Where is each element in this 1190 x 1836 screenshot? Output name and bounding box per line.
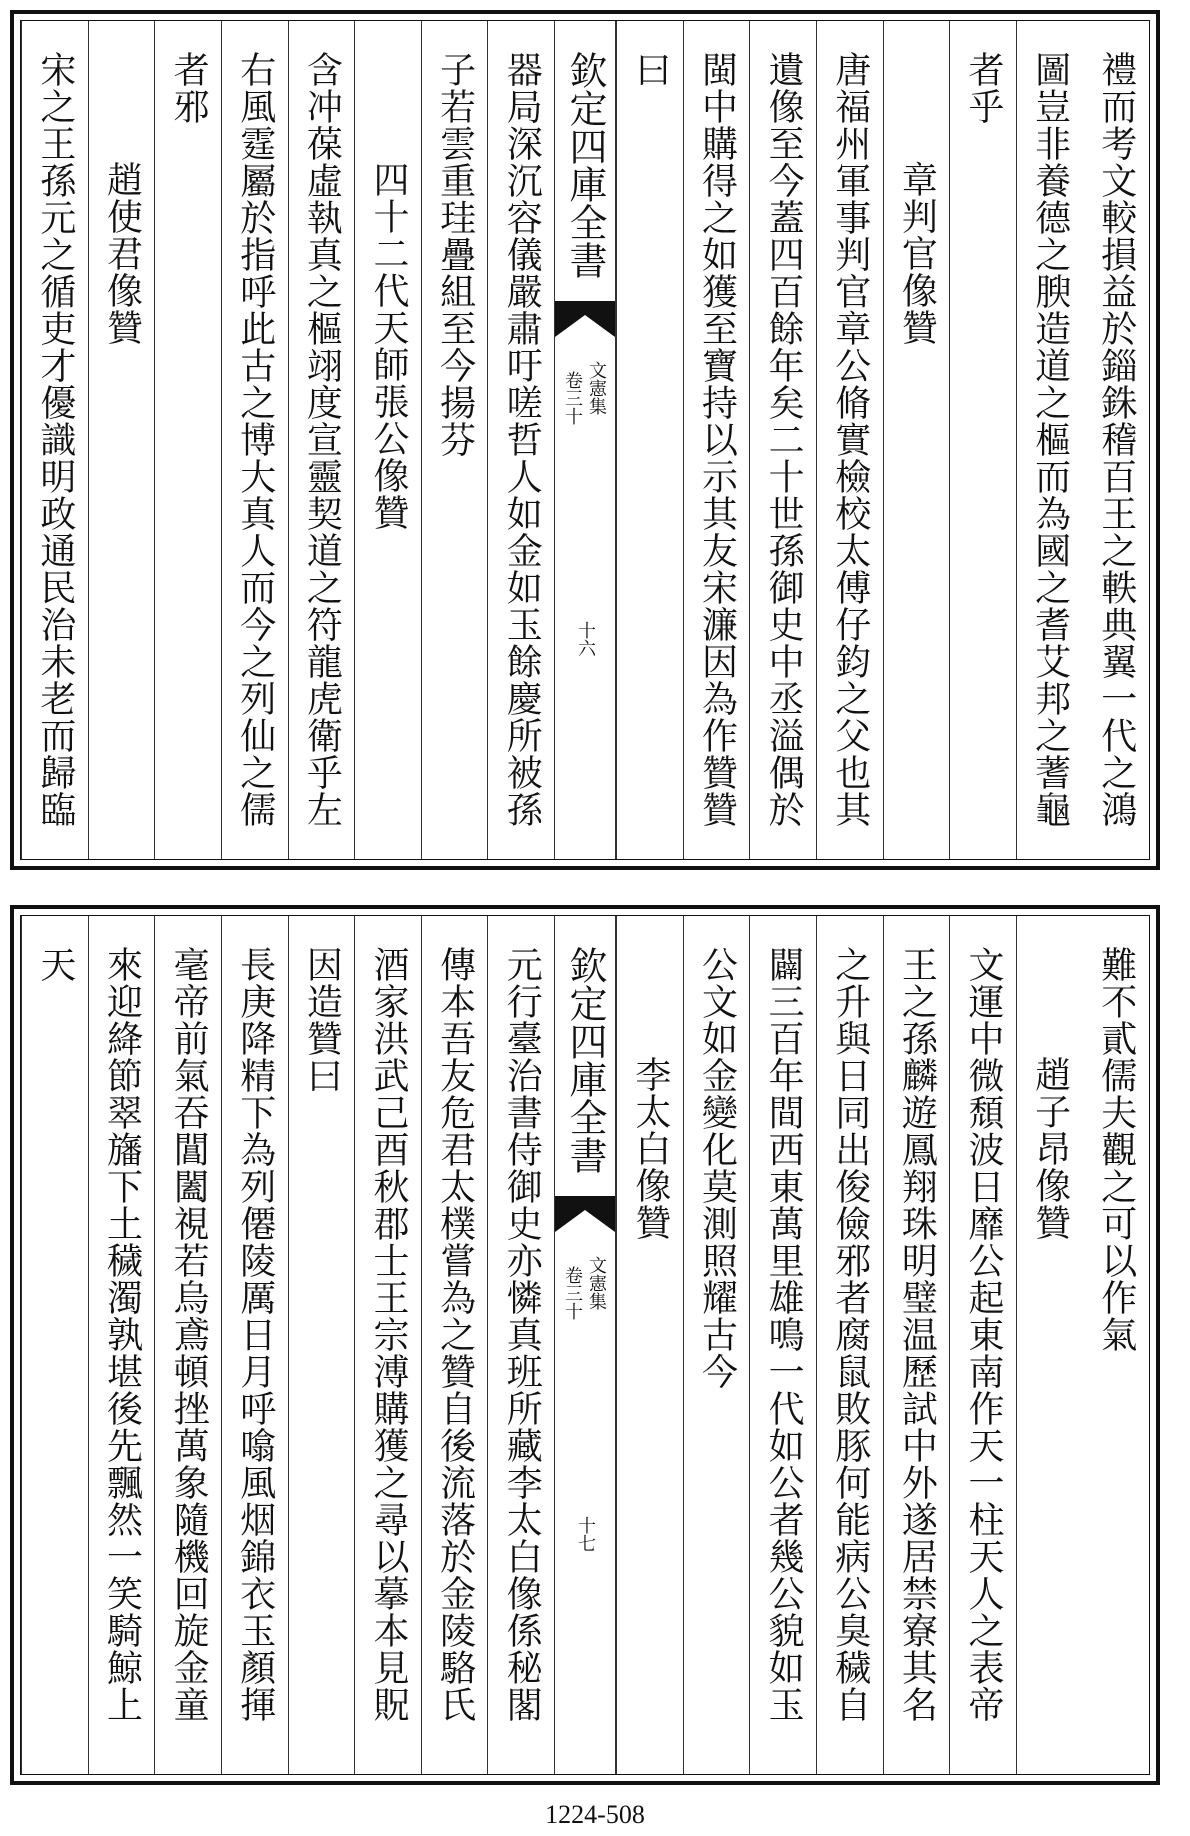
column-text: 天 (34, 946, 76, 983)
text-column (288, 916, 355, 1774)
text-column (616, 21, 683, 859)
column-text: 者邪 (168, 51, 210, 125)
book-title: 欽定四庫全書 (563, 946, 607, 1174)
text-column (883, 916, 950, 1774)
column-text: 曰 (629, 51, 671, 88)
page-footer-number: 1224-508 (545, 1800, 645, 1829)
column-text: 子若雲重珪疊組至今揚芬 (434, 51, 476, 458)
column-text: 閩中購得之如獲至寶持以示其友宋濂因為作贊贊 (696, 51, 738, 828)
volume-number: 卷三十 (562, 371, 583, 425)
text-column (221, 21, 288, 859)
text-column (883, 21, 950, 859)
column-text: 闢三百年間西東萬里雄鳴一代如公者幾公貌如玉 (763, 946, 805, 1723)
column-text: 李太白像贊 (629, 1056, 671, 1241)
column-text: 趙子昂像贊 (1029, 1056, 1071, 1241)
text-column (421, 916, 488, 1774)
text-column (88, 21, 155, 859)
column-text: 唐福州軍事判官章公脩實檢校太傅仔鈞之父也其 (829, 51, 871, 828)
column-text: 文運中微頹波日靡公起東南作天一柱天人之表帝 (962, 946, 1004, 1723)
text-column (354, 21, 421, 859)
text-column (154, 916, 221, 1774)
center-fold-column (554, 916, 616, 1774)
column-text: 之升與日同出俊儉邪者腐鼠敗豚何能病公臭穢自 (829, 946, 871, 1723)
column-text: 元行臺治書侍御史亦憐真班所藏李太白像係秘閣 (501, 946, 543, 1723)
text-column (1082, 916, 1149, 1774)
column-text: 酒家洪武己酉秋郡士王宗溥購獲之尋以摹本見貺 (367, 946, 409, 1723)
column-text: 遺像至今蓋四百餘年矣二十世孫御史中丞溢偶於 (763, 51, 805, 828)
column-text: 器局深沉容儀嚴肅吁嗟哲人如金如玉餘慶所被孫 (501, 51, 543, 828)
text-column (354, 916, 421, 1774)
column-text: 因造贊曰 (301, 946, 343, 1094)
text-column (1082, 21, 1149, 859)
column-text: 公文如金變化莫測照耀古今 (696, 946, 738, 1390)
column-text: 長庚降精下為列僊陵厲日月呼噏風烟錦衣玉顏揮 (234, 946, 276, 1723)
text-column (683, 21, 750, 859)
center-fold-column (554, 21, 616, 859)
leaf-number: 十六 (575, 621, 596, 657)
volume-number: 卷三十 (562, 1266, 583, 1320)
collection-name: 文憲集 (586, 361, 607, 415)
text-column (816, 916, 883, 1774)
text-column (154, 21, 221, 859)
text-column (288, 21, 355, 859)
collection-name: 文憲集 (586, 1256, 607, 1310)
column-text: 四十二代天師張公像贊 (367, 161, 409, 531)
column-text: 王之孫麟遊鳳翔珠明璧温歷試中外遂居禁寮其名 (896, 946, 938, 1723)
text-column (949, 21, 1016, 859)
column-text: 禮而考文較損益於錙銖稽百王之軼典翼一代之鴻 (1095, 51, 1137, 828)
column-text: 宋之王孫元之循吏才優識明政通民治未老而歸臨 (34, 51, 76, 828)
text-column (21, 916, 88, 1774)
text-column (749, 916, 816, 1774)
text-column (88, 916, 155, 1774)
book-title: 欽定四庫全書 (563, 51, 607, 279)
column-text: 難不貳儒夫觀之可以作氣 (1095, 946, 1137, 1353)
column-text: 含冲葆虛執真之樞翊度宣靈契道之符龍虎衛乎左 (301, 51, 343, 828)
text-column (487, 916, 554, 1774)
fish-tail-mark (555, 1196, 615, 1232)
column-text: 章判官像贊 (896, 161, 938, 346)
text-column (487, 21, 554, 859)
column-text: 傳本吾友危君太樸嘗為之贊自後流落於金陵駱氏 (434, 946, 476, 1723)
top-page-frame (20, 20, 1150, 860)
text-column (421, 21, 488, 859)
bottom-page (10, 905, 1160, 1785)
column-text: 毫帝前氣吞閶闔視若烏鳶頓挫萬象隨機回旋金童 (168, 946, 210, 1723)
top-page (10, 10, 1160, 870)
text-column (949, 916, 1016, 1774)
text-column (221, 916, 288, 1774)
text-column (816, 21, 883, 859)
bottom-page-frame (20, 915, 1150, 1775)
column-text: 趙使君像贊 (101, 161, 143, 346)
leaf-number: 十七 (575, 1516, 596, 1552)
fish-tail-mark (555, 301, 615, 337)
column-text: 者乎 (962, 51, 1004, 125)
text-column (1016, 916, 1083, 1774)
text-column (1016, 21, 1083, 859)
column-text: 圖豈非養德之腴造道之樞而為國之耆艾邦之蓍龜 (1029, 51, 1071, 828)
text-column (616, 916, 683, 1774)
text-column (683, 916, 750, 1774)
text-column (21, 21, 88, 859)
column-text: 來迎絳節翠旛下土穢濁孰堪後先飄然一笑騎鯨上 (101, 946, 143, 1723)
column-text: 右風霆屬於指呼此古之博大真人而今之列仙之儒 (234, 51, 276, 828)
text-column (749, 21, 816, 859)
